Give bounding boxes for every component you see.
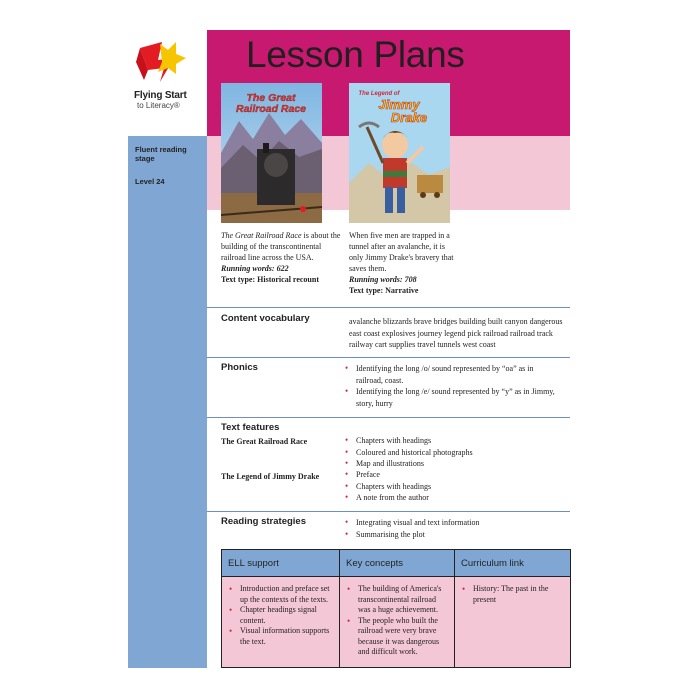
book1-description [221, 230, 343, 285]
divider [207, 357, 570, 358]
book1-summary: is about the building of the transcontinental railroad line across the USA. [221, 231, 341, 262]
content-vocabulary-heading: Content vocabulary [221, 313, 310, 324]
phonics-list [344, 363, 559, 409]
list-item: • Chapters with headings [344, 481, 559, 493]
book2-summary: When five men are trapped in a tunnel after an avalanche, it is only Jimmy Drake's bravery that saves them. [349, 231, 454, 273]
divider [207, 417, 570, 418]
book2-text-type-label: Text type: [349, 286, 384, 295]
ell-support-cell [221, 577, 340, 668]
list-item: • A note from the author [344, 492, 559, 504]
curriculum-link-header [454, 549, 571, 577]
cover-title-line1: The Great [246, 92, 296, 104]
key-concepts-cell [339, 577, 455, 668]
book2-description [349, 230, 459, 296]
list-item: • Introduction and preface set up the contexts of the texts. [228, 584, 333, 605]
curriculum-link-cell [454, 577, 571, 668]
reading-strategies-list [344, 517, 559, 540]
book1-running-words-label: Running words: [221, 264, 275, 273]
list-item: • Summarising the plot [344, 529, 559, 541]
list-item: • The building of America's transcontinental railroad was a huge achievement. [346, 584, 448, 616]
text-features-book2: The Legend of Jimmy Drake [221, 472, 320, 481]
cover-title-small: The Legend of [358, 91, 400, 97]
ell-support-header [221, 549, 340, 577]
list-item: • Visual information supports the text. [228, 626, 333, 647]
sidebar [128, 136, 207, 668]
list-item: • Preface [344, 469, 559, 481]
page-title: Lesson Plans [246, 34, 465, 75]
content-vocabulary-text: avalanche blizzards brave bridges building built canyon dangerous east coast explosives journey legend pick railroad railroad track railway cart supplies travel tunnels west coast [349, 317, 563, 349]
curriculum-link-list [461, 584, 564, 605]
text-features-book1-list [344, 435, 559, 470]
reading-stage-label: Fluent reading stage [135, 145, 187, 163]
ell-support-list [228, 584, 333, 647]
ell-support-heading: ELL support [228, 558, 279, 569]
book2-running-words-label: Running words: [349, 275, 403, 284]
list-item: • Integrating visual and text information [344, 517, 559, 529]
book1-title: The Great Railroad Race [221, 231, 302, 240]
list-item: • History: The past in the present [461, 584, 564, 605]
cover-title-big-2: Drake [390, 110, 428, 125]
cover-title-big-1: Jimmy [378, 97, 420, 112]
curriculum-link-heading: Curriculum link [461, 558, 524, 569]
cover-title-line2: Railroad Race [235, 103, 307, 115]
book1-running-words: 622 [276, 264, 289, 273]
level-label: Level 24 [135, 177, 165, 186]
book1-text-type-label: Text type: [221, 275, 256, 284]
book1-text-type: Historical recount [257, 275, 319, 284]
book-cover-great-railroad-race [221, 83, 322, 223]
text-features-heading: Text features [221, 422, 280, 433]
reading-strategies-heading: Reading strategies [221, 516, 306, 527]
list-item: • Map and illustrations [344, 458, 559, 470]
list-item: • Chapter headings signal content. [228, 605, 333, 626]
list-item: • Chapters with headings [344, 435, 559, 447]
key-concepts-list [346, 584, 448, 658]
text-features-book2-list [344, 469, 559, 504]
text-features-book1: The Great Railroad Race [221, 437, 308, 446]
list-item: • The people who built the railroad were very brave because it was dangerous and difficult work. [346, 616, 448, 658]
list-item: • Identifying the long /e/ sound represented by “y” as in Jimmy, story, hurry [344, 386, 559, 409]
key-concepts-header [339, 549, 455, 577]
book2-text-type: Narrative [385, 286, 419, 295]
book-cover-jimmy-drake [349, 83, 450, 223]
list-item: • Coloured and historical photographs [344, 447, 559, 459]
divider [207, 511, 570, 512]
divider [207, 307, 570, 308]
book2-running-words: 708 [404, 275, 417, 284]
phonics-heading: Phonics [221, 362, 258, 373]
list-item: • Identifying the long /o/ sound represented by “oa” as in railroad, coast. [344, 363, 559, 386]
key-concepts-heading: Key concepts [346, 558, 404, 569]
brand-name: Flying Start [134, 90, 187, 101]
brand-sub: to Literacy® [137, 101, 180, 110]
